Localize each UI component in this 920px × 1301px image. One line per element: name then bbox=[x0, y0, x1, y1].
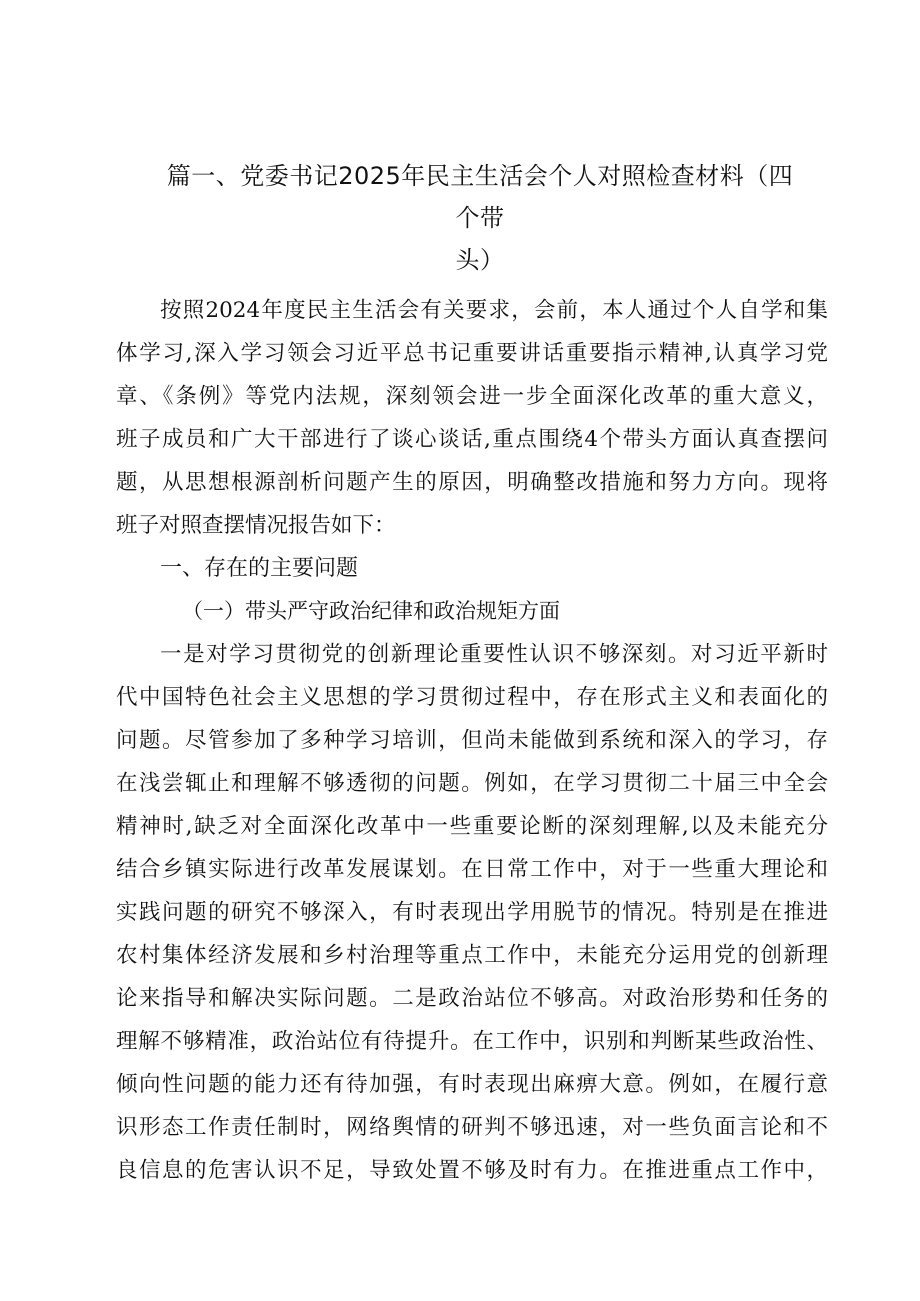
document-body bbox=[116, 289, 828, 1192]
paragraph-line: 农村集体经济发展和乡村治理等重点工作中，未能充分运用党的创新理 bbox=[116, 943, 828, 968]
paragraph-line: 一是对学习贯彻党的创新理论重要性认识不够深刻。对习近平新时 bbox=[160, 642, 828, 667]
subsection-heading: （一）带头严守政治纪律和政治规矩方面 bbox=[182, 599, 560, 623]
paragraph-line: 识形态工作责任制时，网络舆情的研判不够迅速，对一些负面言论和不 bbox=[116, 1115, 828, 1140]
paragraph-line: 代中国特色社会主义思想的学习贯彻过程中，存在形式主义和表面化的 bbox=[116, 685, 828, 710]
paragraph-line: 结合乡镇实际进行改革发展谋划。在日常工作中，对于一些重大理论和 bbox=[116, 857, 828, 882]
section-heading: 一、存在的主要问题 bbox=[160, 556, 359, 581]
title-line-1: 篇一、党委书记2025年民主生活会个人对照检查材料（四个带 bbox=[166, 162, 794, 232]
paragraph-line: 在浅尝辄止和理解不够透彻的问题。例如，在学习贯彻二十届三中全会 bbox=[116, 771, 828, 796]
paragraph-line: 理解不够精准，政治站位有待提升。在工作中，识别和判断某些政治性、 bbox=[116, 1029, 828, 1054]
paragraph-line: 良信息的危害认识不足，导致处置不够及时有力。在推进重点工作中， bbox=[116, 1158, 828, 1183]
title-line-2: 头） bbox=[455, 246, 505, 274]
paragraph-line: 问题。尽管参加了多种学习培训，但尚未能做到系统和深入的学习，存 bbox=[116, 728, 828, 753]
intro-line: 体学习,深入学习领会习近平总书记重要讲话重要指示精神,认真学习党 bbox=[116, 341, 828, 366]
document-title bbox=[160, 155, 800, 281]
intro-line: 班子对照查摆情况报告如下： bbox=[116, 513, 396, 538]
paragraph-line: 论来指导和解决实际问题。二是政治站位不够高。对政治形势和任务的 bbox=[116, 986, 828, 1011]
paragraph-line: 精神时,缺乏对全面深化改革中一些重要论断的深刻理解,以及未能充分 bbox=[116, 814, 828, 839]
intro-line: 题，从思想根源剖析问题产生的原因，明确整改措施和努力方向。现将 bbox=[116, 470, 828, 495]
paragraph-line: 实践问题的研究不够深入，有时表现出学用脱节的情况。特别是在推进 bbox=[116, 900, 828, 925]
intro-line: 按照2024年度民主生活会有关要求，会前，本人通过个人自学和集 bbox=[160, 298, 828, 323]
intro-line: 班子成员和广大干部进行了谈心谈话,重点围绕4个带头方面认真查摆问 bbox=[116, 427, 828, 452]
paragraph-line: 倾向性问题的能力还有待加强，有时表现出麻痹大意。例如，在履行意 bbox=[116, 1072, 828, 1097]
intro-line: 章、《条例》等党内法规，深刻领会进一步全面深化改革的重大意义， bbox=[116, 384, 828, 409]
